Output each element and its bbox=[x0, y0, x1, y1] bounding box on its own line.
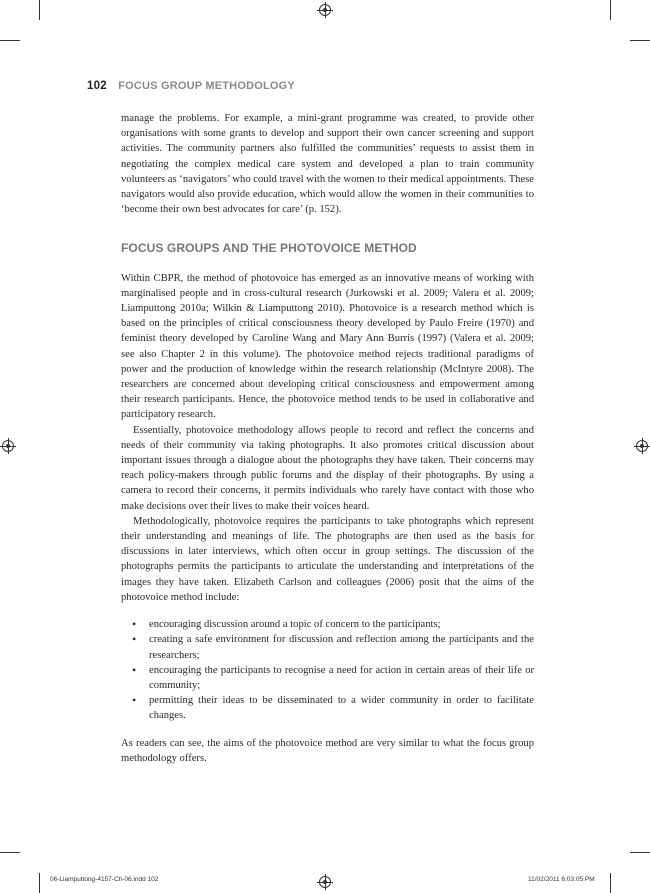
footer-filename: 06-Liamputtong-4157-Ch-06.indd 102 bbox=[50, 876, 159, 883]
list-item: • permitting their ideas to be disseminated to a wider community in order to facilitate changes. bbox=[149, 693, 534, 723]
registration-mark-right-icon bbox=[636, 440, 648, 452]
registration-mark-top-icon bbox=[319, 4, 331, 16]
crop-mark-top-right-vertical bbox=[610, 0, 611, 20]
list-item: • creating a safe environment for discussion and reflection among the participants and the researchers; bbox=[149, 632, 534, 662]
crop-mark-bottom-right-horizontal bbox=[630, 852, 650, 853]
crop-mark-top-right-horizontal bbox=[630, 40, 650, 41]
body-paragraph: Within CBPR, the method of photovoice has emerged as an innovative means of working with marginalised people and in cross-cultural research (Jurkowski et al. 2009; Valera et al. 2009; Liamputtong 2010a; Wilkin & Liamputtong 2010). Photovoice is a research method which is based on the principles of critical consciousness theory developed by Paulo Freire (1970) and feminist theory developed by Caroline Wang and Mary Ann Burris (1997) (Valera et al. 2009; see also Chapter 2 in this volume). The photovoice method rejects traditional paradigms of power and the production of knowledge within the research relationship (McIntyre 2008). The researchers are concerned about developing critical consciousness and empowerment among their research participants. Hence, the photovoice method tends to be used in collaborative and participatory research. bbox=[121, 272, 534, 421]
list-item: • encouraging the participants to recognise a need for action in certain areas of their life or community; bbox=[149, 663, 534, 693]
aims-list bbox=[121, 617, 534, 723]
crop-mark-top-left-horizontal bbox=[0, 40, 20, 41]
body-paragraph: Essentially, photovoice methodology allows people to record and reflect the concerns and needs of their community via taking photographs. It also promotes critical discussion about important issues through a dialogue about the photographs they have taken. Their concerns may reach policy-makers through public forums and the display of their photographs. By using a camera to record their concerns, it permits individuals who rarely have contact with those who make decisions over their lives to make their voices heard. bbox=[121, 424, 534, 512]
list-item: • encouraging discussion around a topic of concern to the participants; bbox=[149, 617, 534, 632]
running-header bbox=[87, 80, 537, 92]
running-title: FOCUS GROUP METHODOLOGY bbox=[118, 80, 295, 92]
body-paragraph-continued: manage the problems. For example, a mini-grant programme was created, to provide other organisations with some grants to develop and support their own cancer screening and support activities. The community partners also fulfilled the communities’ requests to assist them in negotiating the complex medical care system and developed a plan to train community volunteers as ‘navigators’ who could travel with the women to their medical appointments. These navigators would also provide education, which would allow the women in their communities to ‘become their own best advocates for care’ (p. 152). bbox=[121, 113, 534, 216]
page-body bbox=[121, 111, 534, 766]
registration-mark-left-icon bbox=[2, 440, 14, 452]
footer-timestamp: 11/02/2011 6:03:05 PM bbox=[528, 876, 595, 883]
section-heading: FOCUS GROUPS AND THE PHOTOVOICE METHOD bbox=[121, 241, 417, 256]
body-paragraph: Methodologically, photovoice requires the participants to take photographs which represent their understanding and meanings of life. The photographs are then used as the basis for discussions in later interviews, which often occur in group settings. The discussion of the photographs permits the participants to articulate the understanding and interpretations of the images they have taken. Elizabeth Carlson and colleagues (2006) posit that the aims of the photovoice method include: bbox=[121, 515, 534, 603]
crop-mark-bottom-left-vertical bbox=[39, 873, 40, 893]
crop-mark-bottom-left-horizontal bbox=[0, 852, 20, 853]
crop-mark-bottom-right-vertical bbox=[610, 873, 611, 893]
page-number: 102 bbox=[87, 80, 107, 92]
registration-mark-bottom-icon bbox=[319, 876, 331, 888]
closing-paragraph: As readers can see, the aims of the photovoice method are very similar to what the focus group methodology offers. bbox=[121, 737, 534, 764]
crop-mark-top-left-vertical bbox=[39, 0, 40, 20]
